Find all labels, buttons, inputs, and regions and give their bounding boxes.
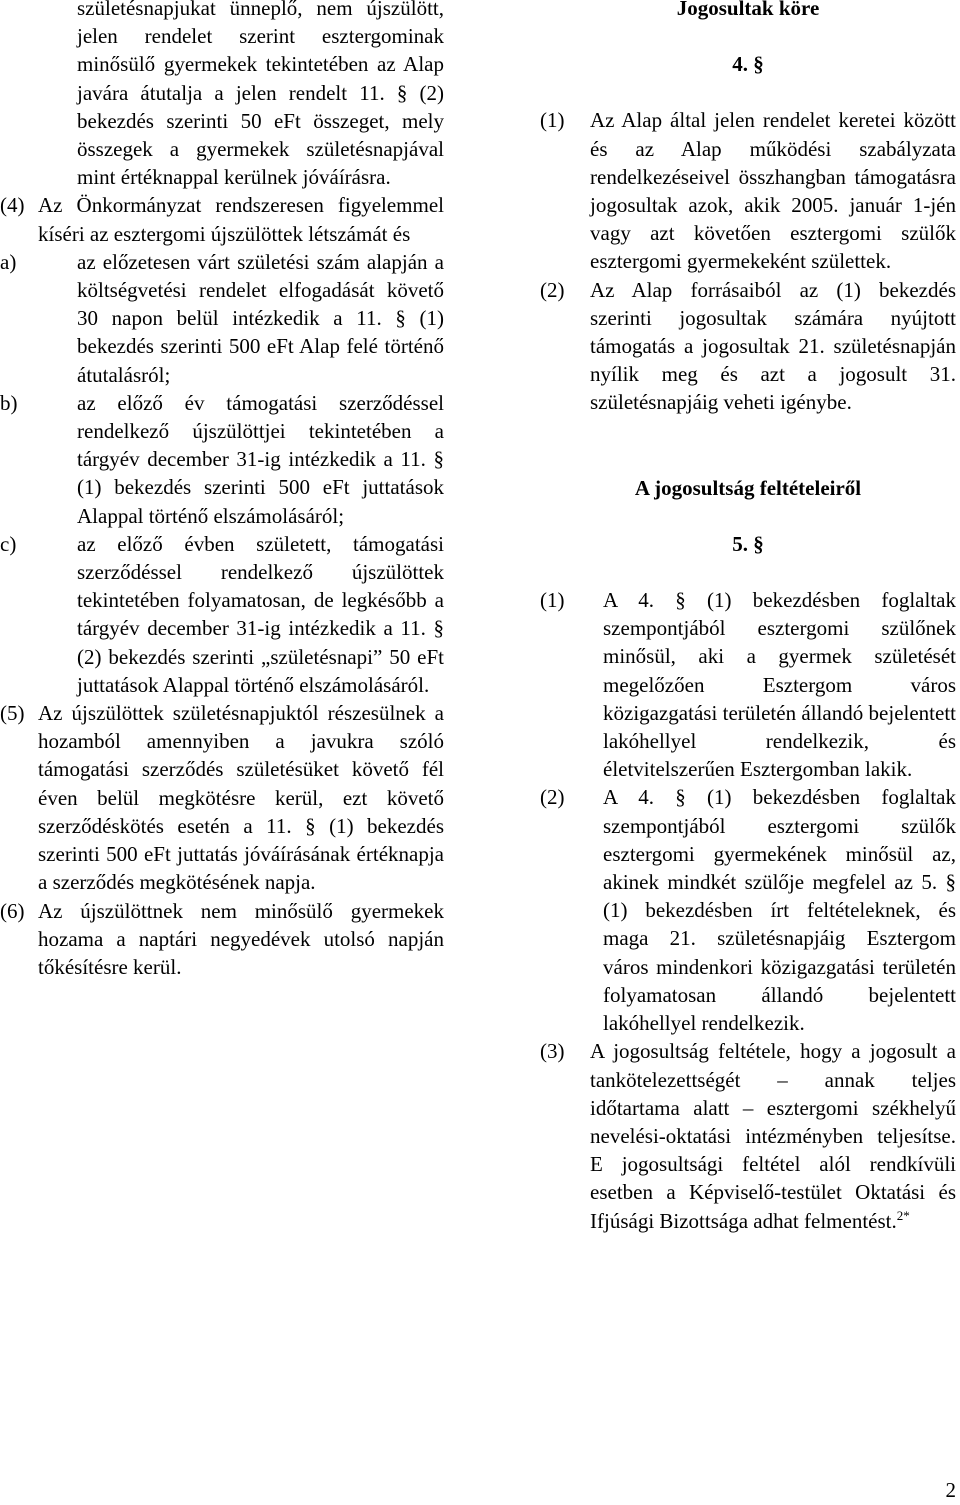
section-5-paragraph-3 [540,1037,956,1234]
paragraph-text [590,1037,956,1234]
footnote-marker[interactable]: 2* [896,1207,910,1223]
paragraph-number: (4) [0,193,25,218]
list-item-c [0,530,444,699]
paragraph-number: (1) [540,588,565,613]
right-column [540,0,956,1235]
list-item-text: az előzetesen várt születési szám alapján a költségvetési rendelet elfogadását követő 30 napon belül intézkedik a 11. § (1) bekezdés szerinti 500 eFt Alap felé történő átutalásról; [77,249,444,387]
continuation-paragraph: születésnapjukat ünneplő, nem újszülött, jelen rendelet szerint esztergominak minősülő gyermekek tekintetében az Alap javára átutalja a jelen rendelt 11. § (2) bekezdés szerinti 50 eFt összeget, mely összegek a gyermekek születésnapjával mint értéknappal kerülnek jóváírásra. [77,0,444,190]
list-item-label: c) [0,531,17,556]
section-5-paragraph-2 [540,783,956,1037]
paragraph-number: (1) [540,108,565,133]
list-item-label: a) [0,249,17,274]
paragraph-text: A 4. § (1) bekezdésben foglaltak szempontjából esztergomi szülőnek minősül, aki a gyermek születését megelőzően Esztergom város közigazgatási területén állandó bejelentett lakóhellyel rendelkezik, és életvitelszerűen Esztergomban lakik. [603,588,956,782]
paragraph-text: Az Önkormányzat rendszeresen figyelemmel kíséri az esztergomi újszülöttek létszámát és [38,193,444,246]
paragraph-4 [0,191,444,247]
paragraph-number: (3) [540,1039,565,1064]
paragraph-text: Az újszülöttnek nem minősülő gyermekek hozama a naptári negyedévek utolsó napján tőkésítésre kerül. [38,898,444,979]
section-4-paragraph-1 [540,106,956,275]
paragraph-number: (6) [0,898,25,923]
section-5-paragraph-1 [540,586,956,783]
list-item-text: az előző évben született, támogatási szerződéssel rendelkező újszülöttek tekintetében folyamatosan, de legkésőbb a tárgyév december 31-ig intézkedik a 11. § (2) bekezdés szerinti „születésnapi” 50 eFt juttatások Alappal történő elszámolásáról. [77,531,444,697]
paragraph-number: (2) [540,785,565,810]
paragraph-text: Az Alap által jelen rendelet keretei között és az Alap működési szabályzata rendelkezéseivel összhangban támogatásra jogosultak azok, akik 2005. január 1-jén vagy azt követően esztergomi szülők esztergomi gyermekeként születtek. [590,108,956,274]
list-item-b [0,389,444,530]
paragraph-number: (2) [540,277,565,302]
paragraph-6 [0,897,444,982]
heading-jogosultsag-feltetelei: A jogosultság feltételeiről [634,475,862,500]
left-column [0,0,444,981]
section-4-title: 4. § [732,52,764,77]
section-4-paragraph-2 [540,276,956,417]
heading-jogosultak-kore: Jogosultak köre [676,0,820,20]
list-item-text: az előző év támogatási szerződéssel rendelkező újszülöttjei tekintetében a tárgyév december 31-ig intézkedik a 11. § (1) bekezdés szerinti 500 eFt juttatások Alappal történő elszámolásáról; [77,390,444,528]
paragraph-5 [0,699,444,896]
list-item-label: b) [0,390,18,415]
paragraph-text: A 4. § (1) bekezdésben foglaltak szempontjából esztergomi szülők esztergomi gyermekének minősül az, akinek mindkét szülője megfelel az 5. § (1) bekezdésben írt feltételeknek, és maga 21. születésnapjáig Esztergom város mindenkori közigazgatási területén folyamatosan állandó bejelentett lakóhellyel rendelkezik. [603,785,956,1036]
paragraph-text: Az újszülöttek születésnapjuktól részesülnek a hozamból amennyiben a javukra szóló támogatási szerződés születésüket követő fél éven belül megkötésre kerül, ezt követő szerződéskötés esetén a 11. § (1) bekezdés szerinti 500 eFt juttatás jóváírásának értéknapja a szerződés megkötésének napja. [38,701,444,895]
page-number: 2 [945,1478,956,1502]
paragraph-number: (5) [0,701,25,726]
paragraph-text-body: A jogosultság feltétele, hogy a jogosult a tankötelezettségét – annak teljes időtartama alatt – esztergomi székhelyű nevelési-oktatási intézményben teljesítse. E jogosultsági feltétel alól rendkívüli esetben a Képviselő-testület Oktatási és Ifjúsági Bizottsága adhat felmentést. [590,1039,956,1233]
paragraph-text: Az Alap forrásaiból az (1) bekezdés szerinti jogosultak számára nyújtott támogatás a jogosultak 21. születésnapján nyílik meg és azt a jogosult 31. születésnapjáig veheti igénybe. [590,277,956,415]
section-5-title: 5. § [732,531,764,556]
list-item-a [0,248,444,389]
